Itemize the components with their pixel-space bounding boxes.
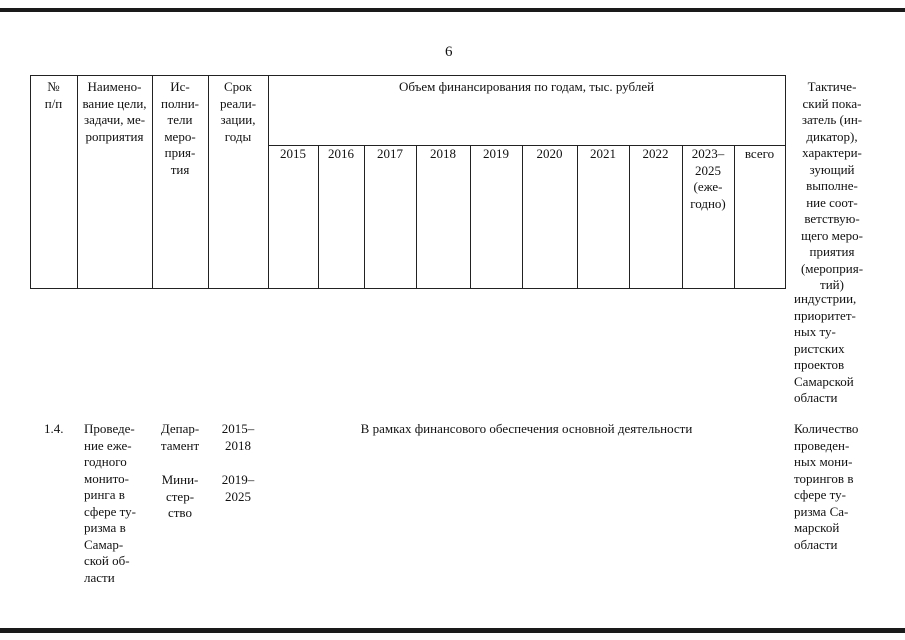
header-term: Срок реали- зации, годы xyxy=(219,79,257,144)
header-num: № п/п xyxy=(44,79,63,111)
row-indicator: Количество проведен- ных мони- торингов в сфере ту- ризма Са- марской области xyxy=(794,421,859,552)
col-divider xyxy=(577,145,578,289)
table-top-line xyxy=(30,75,785,76)
col-divider xyxy=(522,145,523,289)
col-divider xyxy=(364,145,365,289)
row-funding-note: В рамках финансового обеспечения основной деятельности xyxy=(360,421,693,436)
carryover-indicator-text: индустрии, приоритет- ных ту- ристских проектов Самарской области xyxy=(794,291,857,405)
col-divider xyxy=(318,145,319,289)
col-divider xyxy=(470,145,471,289)
year-2020: 2020 xyxy=(536,146,563,161)
row-num: 1.4. xyxy=(44,421,64,436)
year-2022: 2022 xyxy=(642,146,669,161)
row-executor-ministry: Мини- стер- ство xyxy=(161,472,199,520)
top-border-rule xyxy=(0,8,905,12)
year-2023-2025: 2023– 2025 (еже- годно) xyxy=(690,146,726,211)
year-2016: 2016 xyxy=(328,146,354,161)
bottom-border-rule xyxy=(0,628,905,633)
col-divider xyxy=(734,145,735,289)
header-name: Наимено- вание цели, задачи, ме- роприятия xyxy=(82,79,147,144)
row-term-first: 2015– 2018 xyxy=(221,421,255,453)
year-2019: 2019 xyxy=(483,146,509,161)
row-term-second: 2019– 2025 xyxy=(221,472,255,504)
year-2017: 2017 xyxy=(377,146,403,161)
col-divider xyxy=(416,145,417,289)
col-divider xyxy=(629,145,630,289)
page-number: 6 xyxy=(445,44,453,60)
year-2015: 2015 xyxy=(280,146,306,161)
year-2018: 2018 xyxy=(430,146,456,161)
row-name: Проведе- ние еже- годного монито- ринга в сфере ту- ризма в Самар- ской об- ласти xyxy=(84,421,136,585)
year-2021: 2021 xyxy=(590,146,616,161)
header-funding: Объем финансирования по годам, тыс. рублей xyxy=(398,79,655,94)
table-bottom-line xyxy=(30,288,785,289)
col-divider xyxy=(268,75,269,289)
row-executor-department: Депар- тамент xyxy=(160,421,200,453)
year-total: всего xyxy=(744,146,775,161)
header-indicator: Тактиче- ский пока- затель (ин- дикатор), характери- зующий выполне- ние соот- ветствую- щего меро- приятия (мероприя- тий) xyxy=(800,79,864,292)
header-executors: Ис- полни- тели меро- прия- тия xyxy=(160,79,200,177)
